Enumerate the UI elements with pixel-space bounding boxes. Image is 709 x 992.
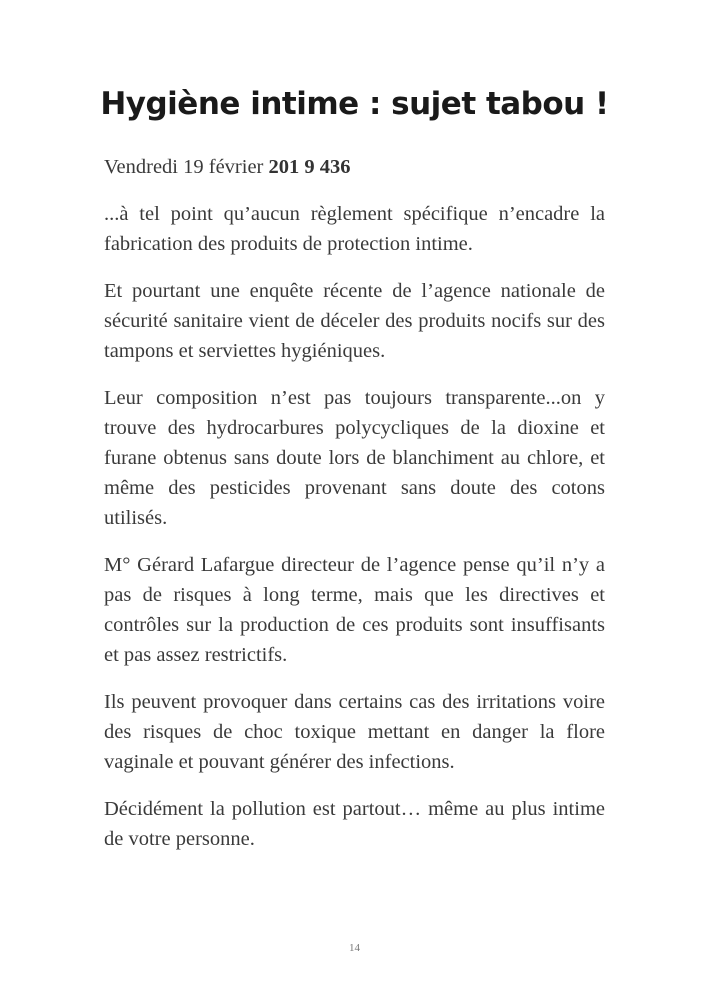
paragraph-4: M° Gérard Lafargue directeur de l’agence pense qu’il n’y a pas de risques à long terme, mais que les directives et contrôles sur la production de ces produits sont insuffisants et pas assez restrictifs. — [104, 554, 605, 666]
date-line — [104, 152, 605, 182]
page-number: 14 — [349, 942, 360, 954]
article-body — [104, 152, 605, 871]
paragraph-2: Et pourtant une enquête récente de l’agence nationale de sécurité sanitaire vient de déceler des produits nocifs sur des tampons et serviettes hygiéniques. — [104, 280, 605, 362]
date-number: 201 9 436 — [268, 156, 351, 178]
paragraph-6: Décidément la pollution est partout… même au plus intime de votre personne. — [104, 798, 605, 850]
paragraph-1: ...à tel point qu’aucun règlement spécifique n’encadre la fabrication des produits de protection intime. — [104, 203, 605, 255]
page-title: Hygiène intime : sujet tabou ! — [100, 86, 609, 122]
paragraph-3: Leur composition n’est pas toujours transparente...on y trouve des hydrocarbures polycycliques de la dioxine et furane obtenus sans doute lors de blanchiment au chlore, et même des pesticides provenant sans doute des cotons utilisés. — [104, 387, 605, 529]
date-label: Vendredi 19 février — [104, 156, 264, 178]
paragraph-5: Ils peuvent provoquer dans certains cas des irritations voire des risques de choc toxique mettant en danger la flore vaginale et pouvant générer des infections. — [104, 691, 605, 773]
